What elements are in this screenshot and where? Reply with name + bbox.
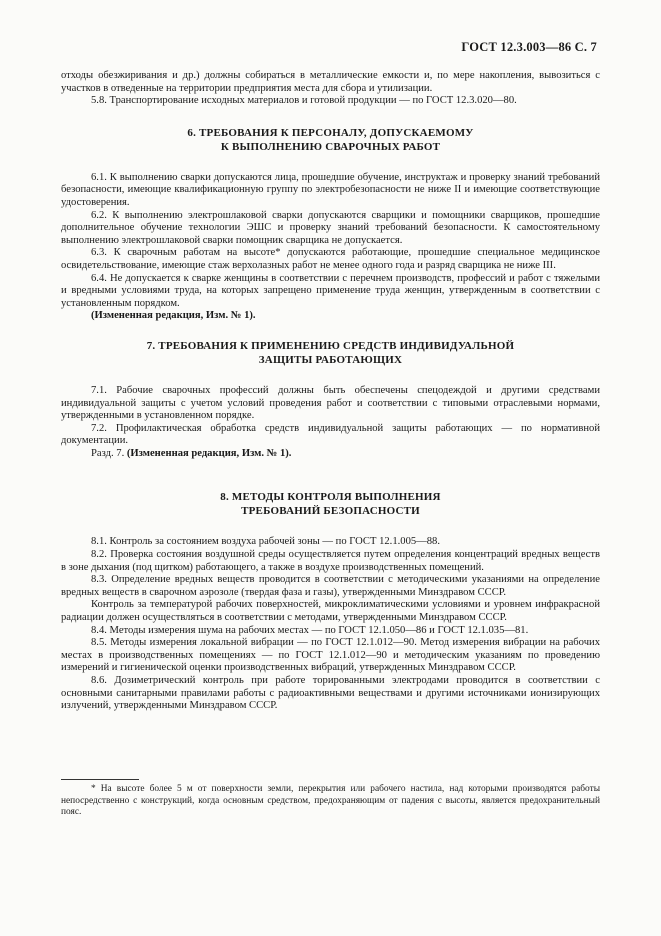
section-6-heading [61, 126, 600, 154]
paragraph: 6.2. К выполнению электрошлаковой сварки допускаются сварщики и помощники сварщиков, прошедшие дополнительное обучение технологии ЭШС и проверку знаний требований безопасности. К самостоятельному выполнению электрошлаковой сварки помощник сварщика не допускается. [61, 209, 600, 246]
heading-line: К ВЫПОЛНЕНИЮ СВАРОЧНЫХ РАБОТ [220, 140, 441, 153]
paragraph: 8.4. Методы измерения шума на рабочих местах — по ГОСТ 12.1.050—86 и ГОСТ 12.1.035—81. [91, 624, 529, 636]
paragraph: 8.1. Контроль за состоянием воздуха рабочей зоны — по ГОСТ 12.1.005—88. [91, 536, 440, 548]
paragraph: 8.3. Определение вредных веществ проводится в соответствии с методическими указаниями на определение вредных веществ в сварочном аэрозоле (твердая фаза и газы), утвержденными Минздравом СССР. [61, 574, 600, 598]
heading-line: 8. МЕТОДЫ КОНТРОЛЯ ВЫПОЛНЕНИЯ [220, 491, 441, 504]
paragraph: 7.2. Профилактическая обработка средств индивидуальной защиты работающих — по нормативной документации. [61, 422, 600, 447]
document-body [61, 70, 600, 713]
paragraph: 8.2. Проверка состояния воздушной среды осуществляется путем определения концентраций вредных веществ в зоне дыхания (под щитком) работающего, а также в воздухе производственных помещений. [61, 549, 600, 573]
footnote-text: * На высоте более 5 м от поверхности земли, перекрытия или рабочего настила, над которыми производятся работы непосредственно с конструкций, когда основным средством, предохраняющим от падения с высоты, является предохранительный пояс. [61, 784, 600, 818]
heading-line: ТРЕБОВАНИЙ БЕЗОПАСНОСТИ [241, 505, 420, 518]
section-7-heading [61, 339, 600, 367]
paragraph: 6.4. Не допускается к сварке женщины в соответствии с перечнем производств, профессий и работ с тяжелыми и вредными условиями труда, на которых запрещено применение труда женщин, утвержденным в соответствии с установленным порядком. [61, 272, 600, 309]
note-prefix: Разд. 7. [91, 447, 125, 459]
paragraph: 8.5. Методы измерения локальной вибрации — по ГОСТ 12.1.012—90. Метод измерения вибрации на рабочих местах в производственных помещениях — по ГОСТ 12.1.012—90 и методическим указаниям по проведению измерений и гигиенической оценки производственных вибраций, утвержденных Минздравом СССР. [61, 637, 600, 674]
heading-line: 6. ТРЕБОВАНИЯ К ПЕРСОНАЛУ, ДОПУСКАЕМОМУ [187, 126, 474, 139]
paragraph: 8.6. Дозиметрический контроль при работе торированными электродами проводится в соответствии с основными санитарными правилами работы с радиоактивными веществами и другими источниками ионизирующих излучений, утвержденными Минздравом СССР. [61, 675, 600, 712]
amendment-note [61, 448, 600, 461]
amendment-note: (Измененная редакция, Изм. № 1). [91, 310, 256, 322]
note-bold: (Измененная редакция, Изм. № 1). [126, 447, 292, 459]
paragraph: Контроль за температурой рабочих поверхностей, микроклиматическими условиями и уровнем инфракрасной радиации должен осуществляться в соответствии с методами, утвержденными Минздравом СССР. [61, 599, 600, 624]
heading-line: 7. ТРЕБОВАНИЯ К ПРИМЕНЕНИЮ СРЕДСТВ ИНДИВИДУАЛЬНОЙ [146, 339, 515, 352]
heading-line: ЗАЩИТЫ РАБОТАЮЩИХ [258, 353, 403, 366]
footnote [61, 784, 600, 819]
paragraph: 7.1. Рабочие сварочных профессий должны быть обеспечены спецодеждой и другими средствами индивидуальной защиты с учетом условий проведения работ и соответствии с типовыми отраслевыми нормами, утвержденными в установленном порядке. [61, 384, 600, 422]
section-8-heading [61, 490, 600, 518]
page-header: ГОСТ 12.3.003—86 С. 7 [461, 40, 597, 54]
footnote-divider [61, 779, 139, 780]
paragraph: 6.1. К выполнению сварки допускаются лица, прошедшие обучение, инструктаж и проверку знаний требований безопасности, имеющие квалификационную группу по электробезопасности не ниже II и имеющие соответствующие удостоверения. [61, 171, 600, 208]
paragraph: 5.8. Транспортирование исходных материалов и готовой продукции — по ГОСТ 12.3.020—80. [91, 95, 517, 107]
paragraph: 6.3. К сварочным работам на высоте* допускаются работающие, прошедшие специальное медицинское освидетельствование, имеющие стаж верхолазных работ не менее одного года и разряд сварщика не ниже III. [61, 247, 600, 271]
paragraph: отходы обезжиривания и др.) должны собираться в металлические емкости и, по мере накопления, вывозиться с участков в отведенные на территории предприятия места для сбора и утилизации. [61, 70, 600, 94]
